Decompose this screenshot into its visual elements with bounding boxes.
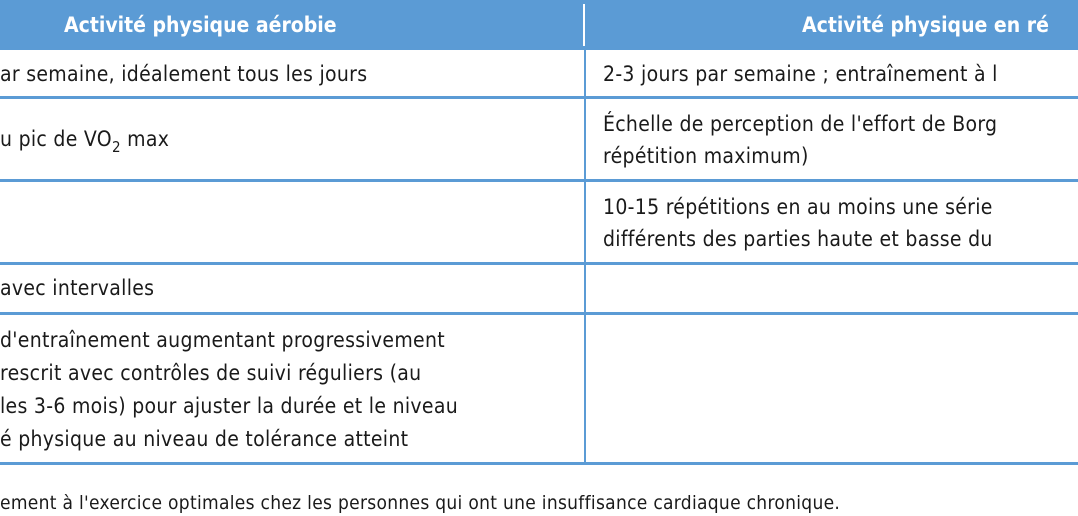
row5-left-line4: é physique au niveau de tolérance atteint <box>0 427 409 451</box>
column-divider <box>584 99 586 179</box>
column-divider <box>584 265 586 312</box>
table-row <box>0 265 1078 315</box>
row3-right-line2: différents des parties haute et basse du <box>603 227 993 251</box>
table-caption: ement à l'exercice optimales chez les personnes qui ont une insuffisance cardiaque chronique. <box>0 492 841 514</box>
row2-left-prefix: u pic de VO <box>0 127 112 151</box>
row2-left-sub: 2 <box>111 138 121 156</box>
row5-left-line3: les 3-6 mois) pour ajuster la durée et le niveau <box>0 394 458 418</box>
row2-right-line2: répétition maximum) <box>603 144 809 168</box>
row3-right-line1: 10-15 répétitions en au moins une série <box>603 195 993 219</box>
table-row <box>0 315 1078 465</box>
column-divider <box>584 315 586 462</box>
table-row <box>0 99 1078 182</box>
row5-left-line2: rescrit avec contrôles de suivi réguliers (au <box>0 361 422 385</box>
row2-left <box>0 123 169 155</box>
header-resistance: Activité physique en ré <box>802 13 1049 37</box>
row4-left: avec intervalles <box>0 276 155 300</box>
column-divider <box>584 182 586 262</box>
row2-right-line1: Échelle de perception de l'effort de Borg <box>603 112 998 136</box>
table-header-row <box>0 0 1078 50</box>
row2-left-suffix: max <box>120 127 170 151</box>
header-divider <box>583 4 585 46</box>
row1-right: 2-3 jours par semaine ; entraînement à l <box>603 62 998 86</box>
table-row <box>0 50 1078 99</box>
row1-left: ar semaine, idéalement tous les jours <box>0 62 368 86</box>
header-aerobic: Activité physique aérobie <box>64 13 337 37</box>
row5-left-line1: d'entraînement augmentant progressivement <box>0 328 445 352</box>
column-divider <box>584 50 586 96</box>
table-row <box>0 182 1078 265</box>
